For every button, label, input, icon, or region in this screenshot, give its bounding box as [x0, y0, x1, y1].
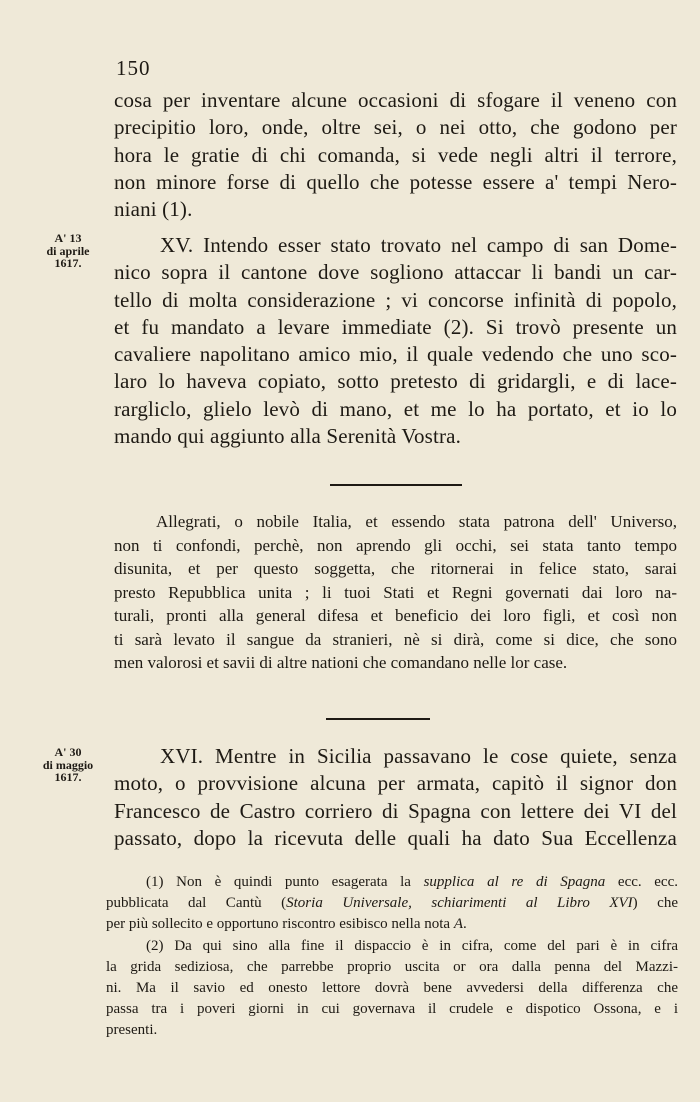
- text-line: moto, o provvisione alcuna per armata, capitò il signor don: [114, 771, 677, 796]
- margin-date-xv: A' 13 di aprile 1617.: [46, 231, 90, 270]
- section-xv: [114, 232, 677, 450]
- quote-line: men valorosi et savii di altre nationi che comandano nelle lor case.: [114, 653, 568, 672]
- quote-line: presto Repubblica unita ; li tuoi Stati et Regni governati dai loro na-: [114, 582, 677, 602]
- section-xvi: [114, 743, 677, 852]
- footnote-2-line: (2) Da qui sino alla fine il dispaccio è in cifra, come del pari è in cifra: [146, 937, 678, 954]
- footnote-2-line: ni. Ma il savio ed onesto lettore dovrà bene avvedersi della differenza che: [106, 979, 678, 996]
- text-line: passato, dopo la ricevuta delle quali ha dato Sua Eccellenza: [114, 825, 677, 850]
- section-heading-line: XV. Intendo esser stato trovato nel campo di san Dome-: [160, 233, 677, 257]
- divider-rule: [330, 484, 462, 486]
- margin-date-xvi: A' 30 di maggio 1617.: [42, 745, 94, 784]
- footnote-1-line: pubblicata dal Cantù (Storia Universale, schiarimenti al Libro XVI) che: [106, 895, 678, 912]
- text-line: nico sopra il cantone dove sogliono attaccar li bandi un car-: [114, 260, 677, 285]
- text-line: et fu mandato a levare immediate (2). Si trovò presente un: [114, 314, 677, 339]
- quote-line: non ti confondi, perchè, non aprendo gli occhi, sei stata tanto tempo: [114, 535, 677, 555]
- footnote-2-line: presenti.: [106, 1022, 158, 1039]
- footnote-2-line: la grida sediziosa, che parrebbe proprio uscita or ora dalla penna del Mazzi-: [106, 958, 678, 975]
- text-line: Francesco de Castro corriero di Spagna con lettere dei VI del: [114, 798, 677, 823]
- text-line: precipitio loro, onde, oltre sei, o nei otto, che godono per: [114, 115, 677, 140]
- footnote-2-line: passa tra i poveri giorni in cui governava il crudele e dispotico Ossona, e i: [106, 1001, 678, 1018]
- text-line: non minore forse di quello che potesse essere a' tempi Nero-: [114, 169, 677, 194]
- section-heading-line: XVI. Mentre in Sicilia passavano le cose quiete, senza: [160, 744, 677, 768]
- text-line: mando qui aggiunto alla Serenità Vostra.: [114, 424, 461, 449]
- page-number: 150: [116, 56, 151, 80]
- quote-line: ti sarà levato il sangue da stranieri, nè si dirà, come si dice, che sono: [114, 629, 677, 649]
- quote-line: Allegrati, o nobile Italia, et essendo stata patrona dell' Universo,: [156, 512, 677, 531]
- text-line: laro lo haveva copiato, sotto pretesto di gridargli, e di lace-: [114, 369, 677, 394]
- quote-line: turali, pronti alla general difesa et beneficio dei loro figli, et così non: [114, 606, 677, 625]
- divider-rule: [326, 718, 430, 720]
- text-line: cavaliere napolitano amico mio, il quale vedendo che uno sco-: [114, 342, 677, 367]
- seditious-placard-quote: [114, 510, 677, 675]
- footnote-1-line: per più sollecito e opportuno riscontro esibisco nella nota A.: [106, 916, 467, 933]
- text-line: niani (1).: [114, 197, 193, 222]
- text-line: hora le gratie di chi comanda, si vede negli altri il terrore,: [114, 142, 677, 167]
- intro-paragraph: [114, 87, 677, 223]
- text-line: rargliclo, glielo levò di mano, et me lo ha portato, et io lo: [114, 396, 677, 421]
- quote-line: disunita, et per questo soggetta, che ritornerai in felice stato, sarai: [114, 559, 677, 578]
- footnote-1-line: (1) Non è quindi punto esagerata la supplica al re di Spagna ecc. ecc.: [146, 874, 678, 890]
- text-line: tello di molta considerazione ; vi concorse infinità di popolo,: [114, 287, 677, 312]
- footnotes: [106, 872, 678, 1042]
- text-line: cosa per inventare alcune occasioni di sfogare il veneno con: [114, 88, 677, 112]
